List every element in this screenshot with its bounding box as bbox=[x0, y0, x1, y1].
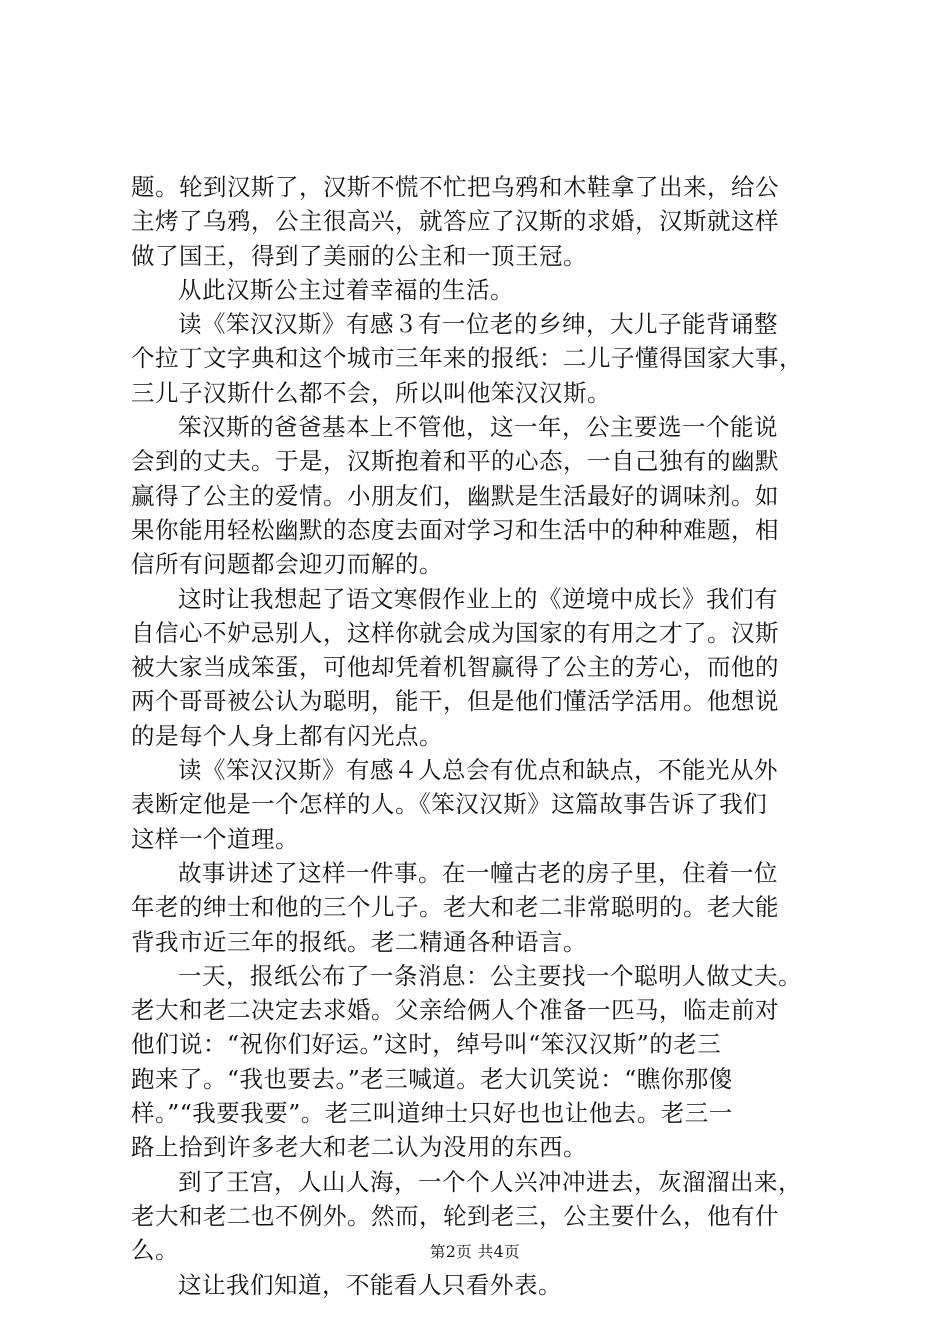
text-line: 果你能用轻松幽默的态度去面对学习和生活中的种种难题，相 bbox=[131, 515, 779, 544]
text-line: 路上拾到许多老大和老二认为没用的东西。 bbox=[131, 1133, 587, 1162]
text-line: 从此汉斯公主过着幸福的生活。 bbox=[178, 275, 514, 304]
text-line: 个拉丁文字典和这个城市三年来的报纸：二儿子懂得国家大事， bbox=[131, 344, 803, 373]
text-line: 到了王宫，人山人海，一个个人兴冲冲进去，灰溜溜出来， bbox=[178, 1167, 802, 1196]
text-line: 会到的丈夫。于是，汉斯抱着和平的心态，一自己独有的幽默 bbox=[131, 447, 779, 476]
text-line: 跑来了。“我也要去。”老三喊道。老大讥笑说：“瞧你那傻 bbox=[131, 1064, 733, 1093]
text-line: 两个哥哥被公认为聪明，能干，但是他们懂活学活用。他想说 bbox=[131, 687, 779, 716]
text-line: 一天，报纸公布了一条消息：公主要找一个聪明人做丈夫。 bbox=[178, 961, 802, 990]
text-line: 自信心不妒忌别人，这样你就会成为国家的有用之才了。汉斯 bbox=[131, 618, 779, 647]
text-line: 读《笨汉汉斯》有感３有一位老的乡绅，大儿子能背诵整 bbox=[178, 310, 778, 339]
text-line: 表断定他是一个怎样的人。《笨汉汉斯》这篇故事告诉了我们 bbox=[131, 790, 768, 819]
text-line: 他们说：“祝你们好运。”这时，绰号叫“笨汉汉斯”的老三 bbox=[131, 1030, 722, 1059]
text-line: 样。”“我要我要”。老三叫道绅士只好也也让他去。老三一 bbox=[131, 1099, 733, 1128]
text-line: 故事讲述了这样一件事。在一幢古老的房子里，住着一位 bbox=[178, 858, 778, 887]
text-line: 的是每个人身上都有闪光点。 bbox=[131, 721, 443, 750]
document-body bbox=[131, 170, 836, 1302]
text-line: 这样一个道理。 bbox=[131, 824, 299, 853]
text-line: 信所有问题都会迎刃而解的。 bbox=[131, 550, 443, 579]
text-line: 三儿子汉斯什么都不会，所以叫他笨汉汉斯。 bbox=[131, 378, 611, 407]
text-line: 被大家当成笨蛋，可他却凭着机智赢得了公主的芳心，而他的 bbox=[131, 653, 779, 682]
text-line: 这时让我想起了语文寒假作业上的《逆境中成长》我们有 bbox=[178, 584, 778, 613]
text-line: 做了国王，得到了美丽的公主和一顶王冠。 bbox=[131, 241, 587, 270]
text-line: 老大和老二决定去求婚。父亲给俩人个准备一匹马，临走前对 bbox=[131, 996, 779, 1025]
text-line: 读《笨汉汉斯》有感４人总会有优点和缺点，不能光从外 bbox=[178, 756, 778, 785]
text-line: 么。 bbox=[131, 1236, 179, 1265]
text-line: 老大和老二也不例外。然而，轮到老三，公主要什么，他有什 bbox=[131, 1201, 779, 1230]
page-footer: 第2页 共4页 bbox=[429, 1243, 521, 1261]
text-line: 这让我们知道，不能看人只看外表。 bbox=[178, 1270, 562, 1299]
text-line: 笨汉斯的爸爸基本上不管他，这一年，公主要选一个能说 bbox=[178, 413, 778, 442]
text-line: 主烤了乌鸦，公主很高兴，就答应了汉斯的求婚，汉斯就这样 bbox=[131, 207, 779, 236]
text-line: 背我市近三年的报纸。老二精通各种语言。 bbox=[131, 927, 587, 956]
text-line: 年老的绅士和他的三个儿子。老大和老二非常聪明的。老大能 bbox=[131, 893, 779, 922]
text-line: 赢得了公主的爱情。小朋友们，幽默是生活最好的调味剂。如 bbox=[131, 481, 779, 510]
text-line: 题。轮到汉斯了，汉斯不慌不忙把乌鸦和木鞋拿了出来，给公 bbox=[131, 173, 779, 201]
